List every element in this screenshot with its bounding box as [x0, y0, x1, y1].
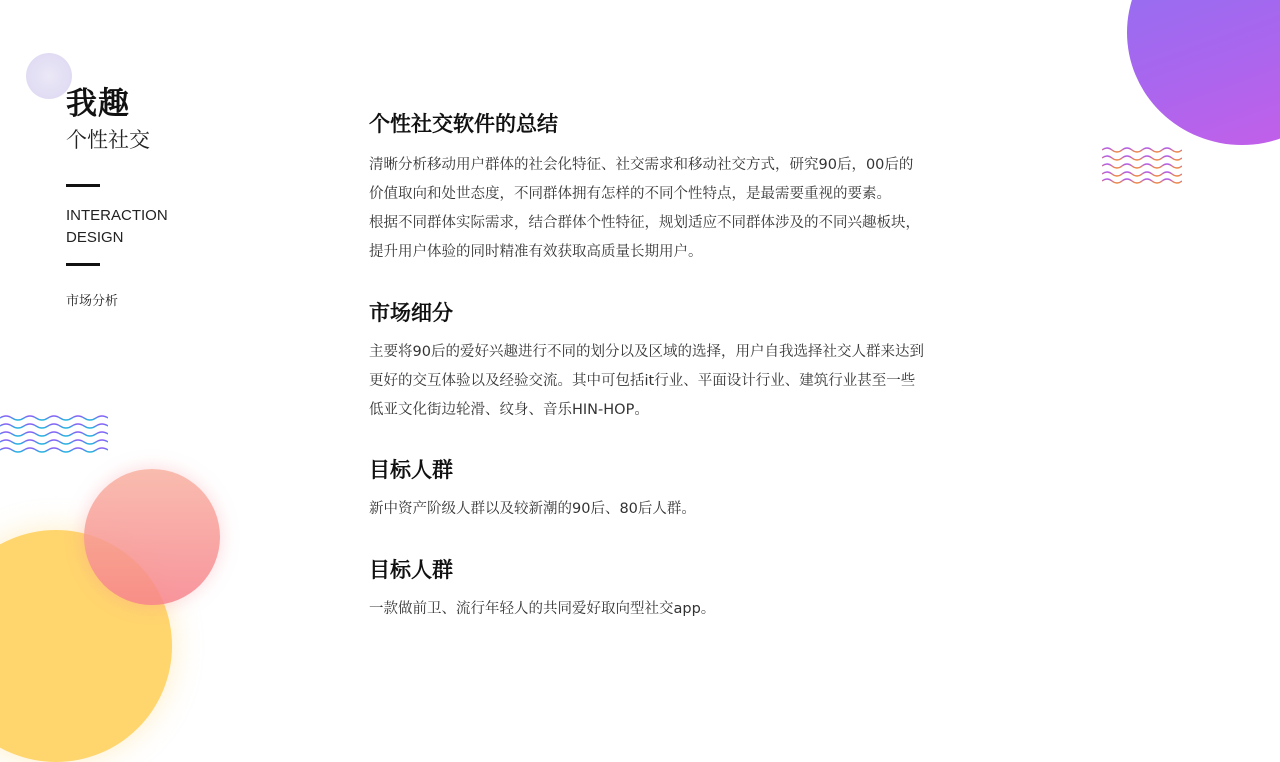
section-market-segmentation	[369, 297, 989, 425]
section-body: 主要将90后的爱好兴趣进行不同的划分以及区域的选择，用户自我选择社交人群来达到 更好的交互体验以及经验交流。其中可包括it行业、平面设计行业、建筑行业甚至一些 低亚文化街边轮滑、纹身、音乐HIN-HOP。	[369, 344, 924, 418]
main-content	[369, 108, 989, 624]
section-target-audience-2	[369, 554, 989, 624]
english-title-line2: DESIGN	[66, 229, 124, 246]
wave-lines-right-decoration	[1102, 144, 1182, 184]
english-title-line1: INTERACTION	[66, 207, 168, 224]
section-body: 一款做前卫、流行年轻人的共同爱好取向型社交app。	[369, 601, 716, 617]
english-title	[66, 205, 168, 249]
section-title: 个性社交软件的总结	[369, 112, 558, 136]
brand-subtitle: 个性社交	[66, 128, 150, 152]
section-target-audience	[369, 454, 989, 524]
divider-top	[66, 184, 100, 187]
brand-title: 我趣	[66, 86, 130, 122]
wave-lines-left-decoration	[0, 412, 108, 456]
section-body: 清晰分析移动用户群体的社会化特征、社交需求和移动社交方式，研究90后，00后的 价值取向和处世态度，不同群体拥有怎样的不同个性特点，是最需要重视的要素。 根据不同群体实际需求，结合群体个性特征，规划适应不同群体涉及的不同兴趣板块， 提升用户体验的同时精准有效获取高质量长期用户。	[369, 157, 920, 260]
violet-gradient-circle-decoration	[1127, 0, 1280, 145]
section-title: 目标人群	[369, 558, 453, 582]
section-title: 目标人群	[369, 458, 453, 482]
pink-circle-decoration	[84, 469, 220, 605]
section-tag: 市场分析	[66, 294, 119, 309]
section-summary	[369, 108, 989, 267]
section-body: 新中资产阶级人群以及较新潮的90后、80后人群。	[369, 501, 696, 517]
section-title: 市场细分	[369, 301, 453, 325]
divider-bottom	[66, 263, 100, 266]
